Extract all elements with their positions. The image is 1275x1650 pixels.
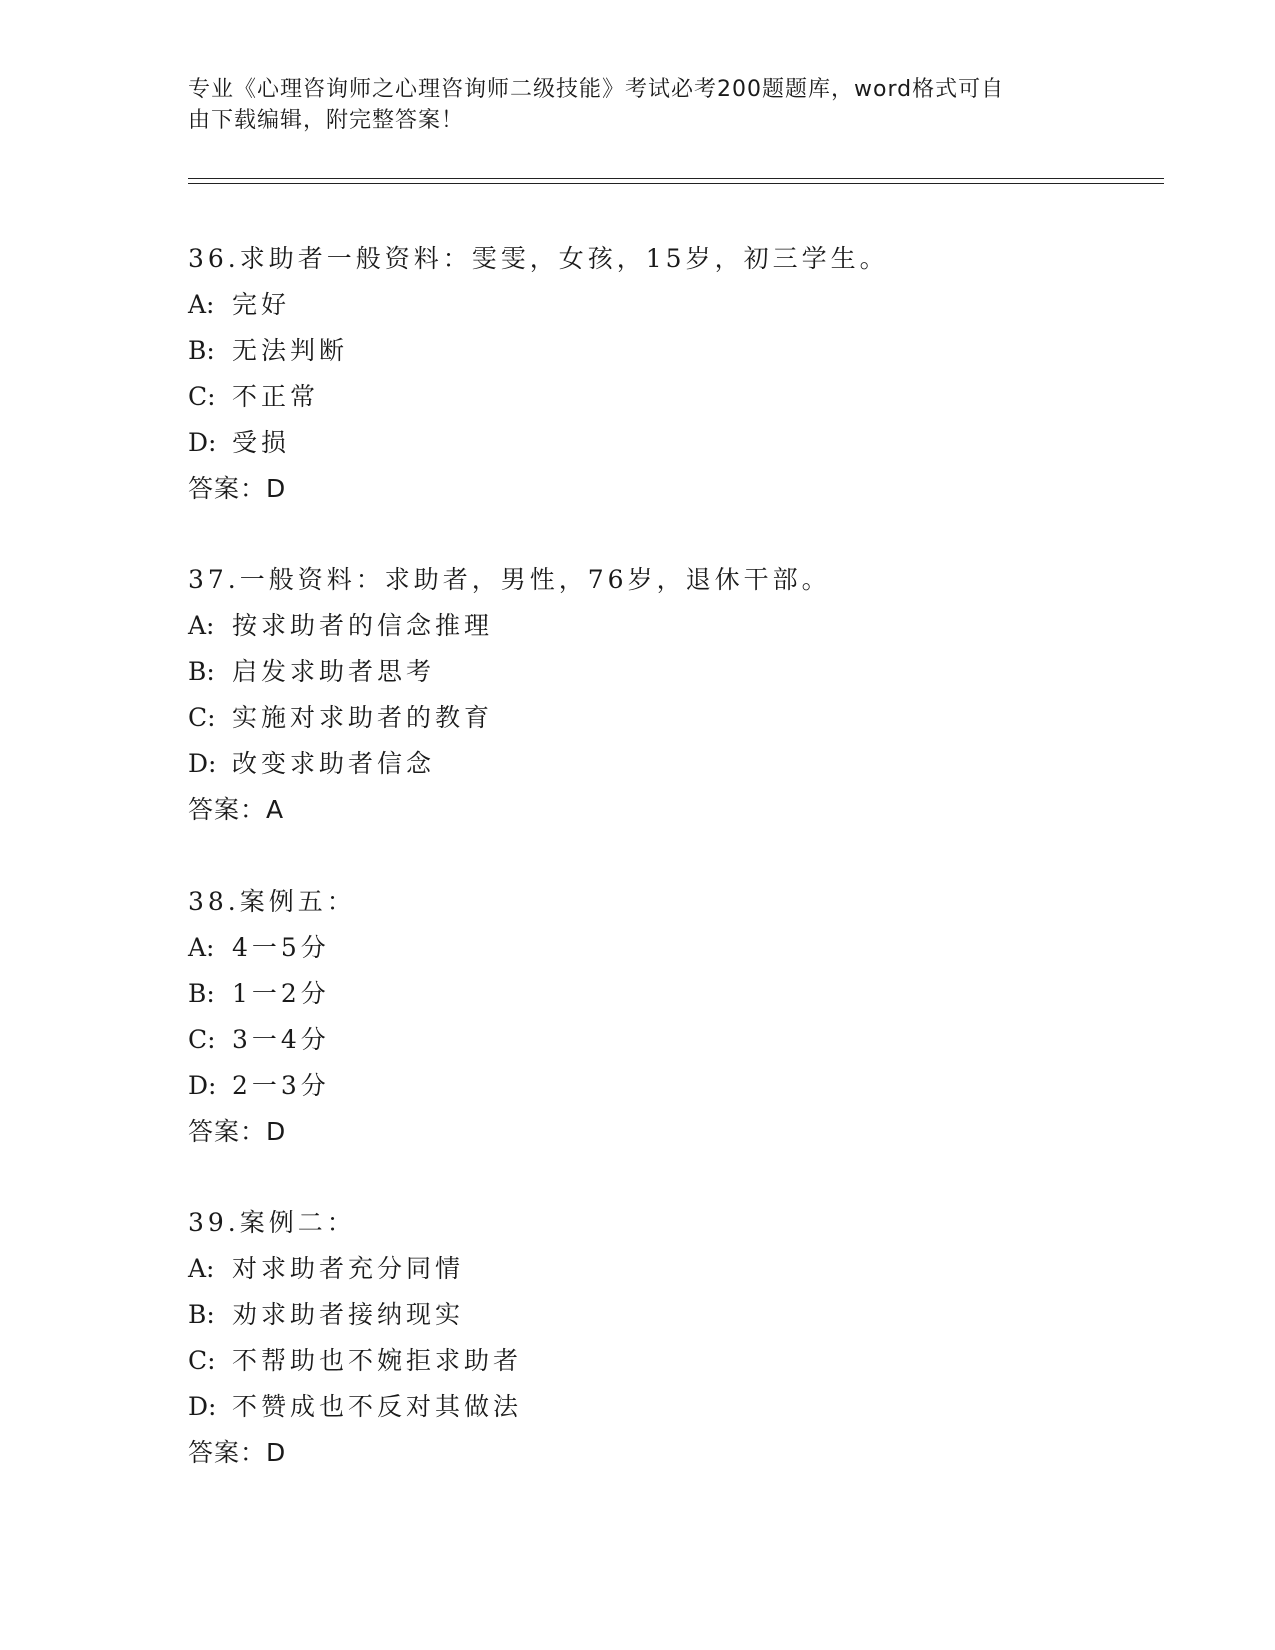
option-text: 按求助者的信念推理: [232, 611, 494, 640]
option-letter: A:: [188, 1254, 215, 1283]
option-text: 完好: [232, 290, 291, 319]
answer-line: 答案：A: [188, 795, 285, 824]
option-b: [188, 328, 1148, 374]
option-letter: C:: [188, 382, 216, 411]
option-b: [188, 649, 1148, 695]
question-stem: 39.案例二：: [188, 1208, 356, 1237]
option-a: [188, 925, 1148, 971]
option-b: [188, 971, 1148, 1017]
question-stem: 37.一般资料：求助者，男性，76岁，退休干部。: [188, 565, 831, 594]
document-header: [188, 74, 1068, 136]
option-text: 3一4分: [232, 1025, 330, 1054]
option-letter: B:: [188, 979, 215, 1008]
option-letter: B:: [188, 657, 215, 686]
option-d: [188, 741, 1148, 787]
option-letter: D:: [188, 1392, 217, 1421]
header-divider-bottom: [188, 183, 1164, 184]
question-39: [188, 1200, 1148, 1476]
option-text: 不帮助也不婉拒求助者: [232, 1346, 523, 1375]
answer-line: 答案：D: [188, 474, 287, 503]
header-line-2: 由下载编辑，附完整答案！: [188, 108, 465, 133]
option-a: [188, 603, 1148, 649]
header-divider-top: [188, 178, 1164, 179]
option-d: [188, 1384, 1148, 1430]
option-a: [188, 1246, 1148, 1292]
question-stem: 38.案例五：: [188, 887, 356, 916]
option-a: [188, 282, 1148, 328]
option-text: 不正常: [232, 382, 320, 411]
option-text: 对求助者充分同情: [232, 1254, 465, 1283]
option-d: [188, 1063, 1148, 1109]
option-letter: C:: [188, 1025, 216, 1054]
option-text: 劝求助者接纳现实: [232, 1300, 465, 1329]
question-37: [188, 557, 1148, 833]
option-letter: A:: [188, 611, 215, 640]
option-text: 无法判断: [232, 336, 349, 365]
question-36: [188, 236, 1148, 512]
option-c: [188, 695, 1148, 741]
option-d: [188, 420, 1148, 466]
option-c: [188, 374, 1148, 420]
option-b: [188, 1292, 1148, 1338]
option-letter: C:: [188, 703, 216, 732]
question-38: [188, 879, 1148, 1155]
question-stem: 36.求助者一般资料：雯雯，女孩，15岁，初三学生。: [188, 244, 889, 273]
option-c: [188, 1017, 1148, 1063]
option-letter: D:: [188, 428, 217, 457]
answer-line: 答案：D: [188, 1438, 287, 1467]
option-letter: B:: [188, 1300, 215, 1329]
option-text: 受损: [232, 428, 291, 457]
option-text: 改变求助者信念: [232, 749, 436, 778]
option-letter: C:: [188, 1346, 216, 1375]
option-text: 4一5分: [232, 933, 330, 962]
option-text: 1一2分: [232, 979, 330, 1008]
option-text: 启发求助者思考: [232, 657, 436, 686]
option-c: [188, 1338, 1148, 1384]
option-letter: A:: [188, 933, 215, 962]
option-text: 不赞成也不反对其做法: [232, 1392, 523, 1421]
option-text: 实施对求助者的教育: [232, 703, 494, 732]
option-letter: B:: [188, 336, 215, 365]
option-text: 2一3分: [232, 1071, 330, 1100]
option-letter: D:: [188, 749, 217, 778]
header-line-1: 专业《心理咨询师之心理咨询师二级技能》考试必考200题题库，word格式可自: [188, 77, 1005, 102]
answer-line: 答案：D: [188, 1117, 287, 1146]
option-letter: A:: [188, 290, 215, 319]
option-letter: D:: [188, 1071, 217, 1100]
